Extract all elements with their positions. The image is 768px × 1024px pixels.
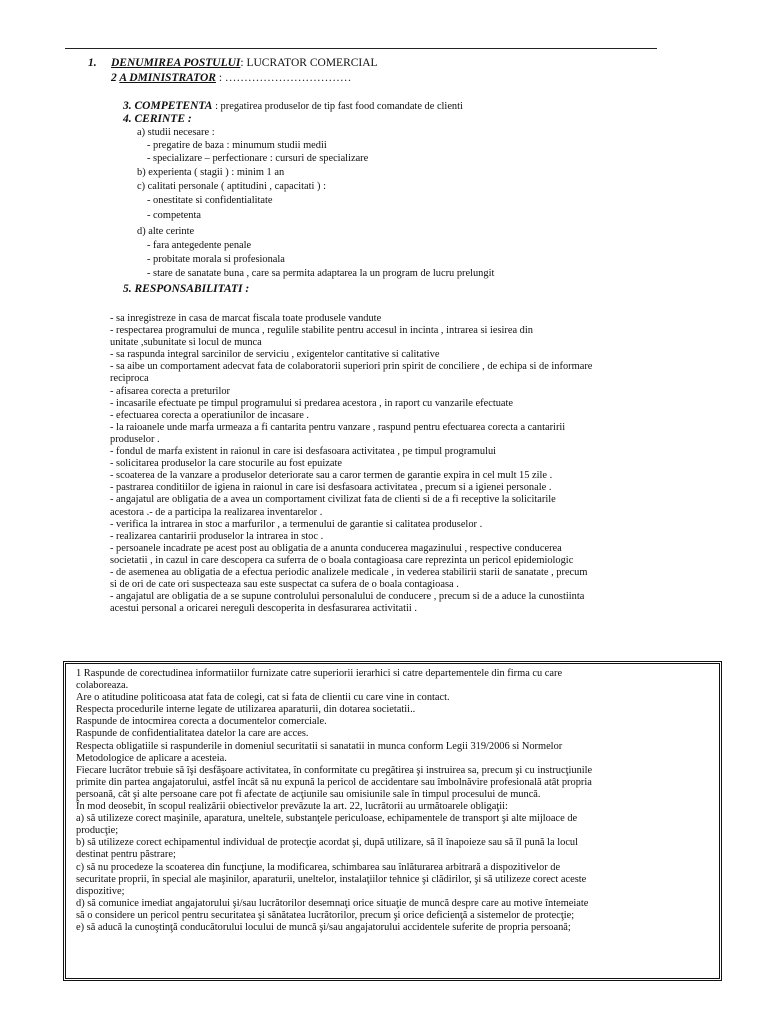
cerinte-line: - specializare – perfectionare : cursuri de specializare <box>147 153 369 164</box>
cerinte-line: - probitate morala si profesionala <box>147 254 285 265</box>
resp-line: - de asemenea au obligatia de a efectua periodic analizele medicale , in vederea stabilirii starii de sanatate , precum <box>110 566 588 578</box>
section-1-number: 1. <box>88 57 97 69</box>
cerinte-line: b) experienta ( stagii ) : minim 1 an <box>137 167 285 178</box>
section-3-text: : pregatirea produselor de tip fast food comandate de clienti <box>212 101 463 112</box>
box-line: destinat pentru păstrare; <box>76 849 176 861</box>
section-4-label: 4. CERINTE : <box>123 113 192 125</box>
box-line: În mod deosebit, în scopul realizării obiectivelor prevăzute la art. 22, lucrătorii au următoarele obligaţii: <box>76 801 508 813</box>
resp-line: - angajatul are obligatia de a avea un comportament civilizat fata de clienti si de a fi receptive la solicitarile <box>110 494 556 506</box>
cerinte-line: - pregatire de baza : minumum studii medii <box>147 140 327 151</box>
resp-line: - efectuarea corecta a operatiunilor de incasare . <box>110 409 310 421</box>
box-line: primite din partea angajatorului, astfel încât să nu expună la pericol de accidentare sau îmbolnăvire profesională atât propria <box>76 776 592 788</box>
resp-line: - solicitarea produselor la care stocurile au fost epuizate <box>110 458 342 470</box>
box-line: d) să comunice imediat angajatorului şi/sau lucrătorilor desemnaţi orice situaţie de muncă despre care au motive întemeiate <box>76 897 589 909</box>
box-line: e) să aducă la cunoştinţă conducătorului locului de muncă şi/sau angajatorului accidentele suferite de propria persoană; <box>76 921 571 933</box>
section-1-heading <box>111 57 378 70</box>
cerinte-line: - competenta <box>147 210 201 221</box>
resp-line: - realizarea cantaririi produselor la intrarea in stoc . <box>110 530 324 542</box>
section-2-value: : …………………………… <box>215 72 352 84</box>
section-2-heading <box>111 72 351 85</box>
section-2-number: 2 <box>111 72 117 84</box>
box-line: colaboreaza. <box>76 680 129 692</box>
section-3-heading <box>123 100 463 113</box>
box-line: persoană, cât şi alte persoane care pot fi afectate de acţiunile sau omisiunile sale în timpul procesului de muncă. <box>76 788 541 800</box>
cerinte-line: - onestitate si confidentialitate <box>147 195 273 206</box>
responsabilitati-list <box>110 313 715 615</box>
box-line: Raspunde de confidentialitatea datelor la care are acces. <box>76 728 309 740</box>
resp-line: - angajatul are obligatia de a se supune controlului personalului de conducere , precum si de a aduce la cunostiinta <box>110 591 585 603</box>
box-line: Respecta procedurile interne legate de utilizarea aparaturii, din dotarea societatii.. <box>76 704 416 716</box>
resp-line: acestora .- de a participa la realizarea inventarelor . <box>110 506 323 518</box>
resp-line: - afisarea corecta a preturilor <box>110 385 230 397</box>
resp-line: - persoanele incadrate pe acest post au obligatia de a anunta conducerea magazinului , respective conducerea <box>110 542 562 554</box>
resp-line: - fondul de marfa existent in raionul in care isi desfasoara activitatea , pe timpul programului <box>110 446 497 458</box>
box-line: c) să nu procedeze la scoaterea din funcţiune, la modificarea, schimbarea sau înlăturarea arbitrară a dispozitivelor de <box>76 861 561 873</box>
box-line: b) să utilizeze corect echipamentul individual de protecţie acordat şi, după utilizare, să îl înapoieze sau să îl pună la locul <box>76 837 579 849</box>
obligations-box <box>63 661 722 981</box>
cerinte-line: c) calitati personale ( aptitudini , capacitati ) : <box>137 181 326 192</box>
resp-line: - respectarea programului de munca , regulile stabilite pentru accesul in incinta , intrarea si iesirea din <box>110 325 533 337</box>
box-line: a) să utilizeze corect maşinile, aparatura, uneltele, substanţele periculoase, echipamentele de transport şi alte mijloace de <box>76 813 578 825</box>
box-line: Respecta obligatiile si raspunderile in domeniul securitatii si sanatatii in munca conform Legii 319/2006 si Normelor <box>76 740 563 752</box>
resp-line: unitate ,subunitate si locul de munca <box>110 337 262 349</box>
resp-line: si de ori de cate ori suspecteaza sau este suspectat ca sufera de o boala contagioasa . <box>110 579 459 591</box>
resp-line: - verifica la intrarea in stoc a marfurilor , a termenului de garantie si calitatea produselor . <box>110 518 483 530</box>
box-line: dispozitive; <box>76 885 125 897</box>
top-rule <box>65 48 657 49</box>
resp-line: acestui personal a oricarei nereguli descoperita in desfasurarea activitatii . <box>110 603 417 615</box>
box-line: 1 Raspunde de corectudinea informatiilor furnizate catre superiorii ierarhici si catre departementele din firma cu care <box>76 668 563 679</box>
box-line: să o considere un pericol pentru securitatea şi sănătatea lucrătorilor, precum şi orice deficienţă a sistemelor de protecţie; <box>76 909 575 921</box>
section-1-value: : LUCRATOR COMERCIAL <box>240 57 378 69</box>
box-line: producţie; <box>76 825 119 837</box>
resp-line: - sa aibe un comportament adecvat fata de colaboratorii superiori prin spirit de conciliere , de echipa si de informare <box>110 361 593 373</box>
box-line: Are o atitudine politicoasa atat fata de colegi, cat si fata de clientii cu care vine in contact. <box>76 692 450 704</box>
resp-line: - sa raspunda integral sarcinilor de serviciu , exigentelor cantitative si calitative <box>110 349 440 361</box>
resp-line: reciproca <box>110 373 149 385</box>
box-line: securitate proprii, în special ale maşinilor, aparaturii, uneltelor, instalaţiilor tehnice şi clădirilor, şi să utilizeze corect aceste <box>76 873 587 885</box>
cerinte-line: a) studii necesare : <box>137 127 215 138</box>
resp-line: - scoaterea de la vanzare a produselor deteriorate sau a caror termen de garantie expira in cel mult 15 zile . <box>110 470 553 482</box>
section-2-label: A DMINISTRATOR <box>119 72 216 84</box>
box-line: Fiecare lucrător trebuie să îşi desfăşoare activitatea, în conformitate cu pregătirea şi instruirea sa, precum şi cu instrucţiunile <box>76 764 593 776</box>
resp-line: produselor . <box>110 433 160 445</box>
resp-line: societatii , in cazul in care descopera ca suferra de o boala contagioasa care reprezinta un pericol epidemiologic <box>110 554 574 566</box>
section-3-label: 3. COMPETENTA <box>123 100 213 112</box>
cerinte-line: d) alte cerinte <box>137 226 195 237</box>
cerinte-line: - stare de sanatate buna , care sa permita adaptarea la un program de lucru prelungit <box>147 268 495 279</box>
resp-line: - sa inregistreze in casa de marcat fiscala toate produsele vandute <box>110 313 382 324</box>
resp-line: - la raioanele unde marfa urmeaza a fi cantarita pentru vanzare , raspund pentru efectuarea corecta a cantaririi <box>110 421 566 433</box>
section-5-label: 5. RESPONSABILITATI : <box>123 283 250 295</box>
section-1-label: DENUMIREA POSTULUI <box>111 57 241 69</box>
box-line: Raspunde de intocmirea corecta a documentelor comerciale. <box>76 716 327 728</box>
resp-line: - incasarile efectuate pe timpul programului si predarea acestora , in raport cu vanzarile efectuate <box>110 397 514 409</box>
resp-line: - pastrarea conditiilor de igiena in raionul in care isi desfasoara activitatea , precum si a igienei personale . <box>110 482 552 494</box>
cerinte-line: - fara antegedente penale <box>147 240 252 251</box>
box-line: Metodologice de aplicare a acesteia. <box>76 752 227 764</box>
